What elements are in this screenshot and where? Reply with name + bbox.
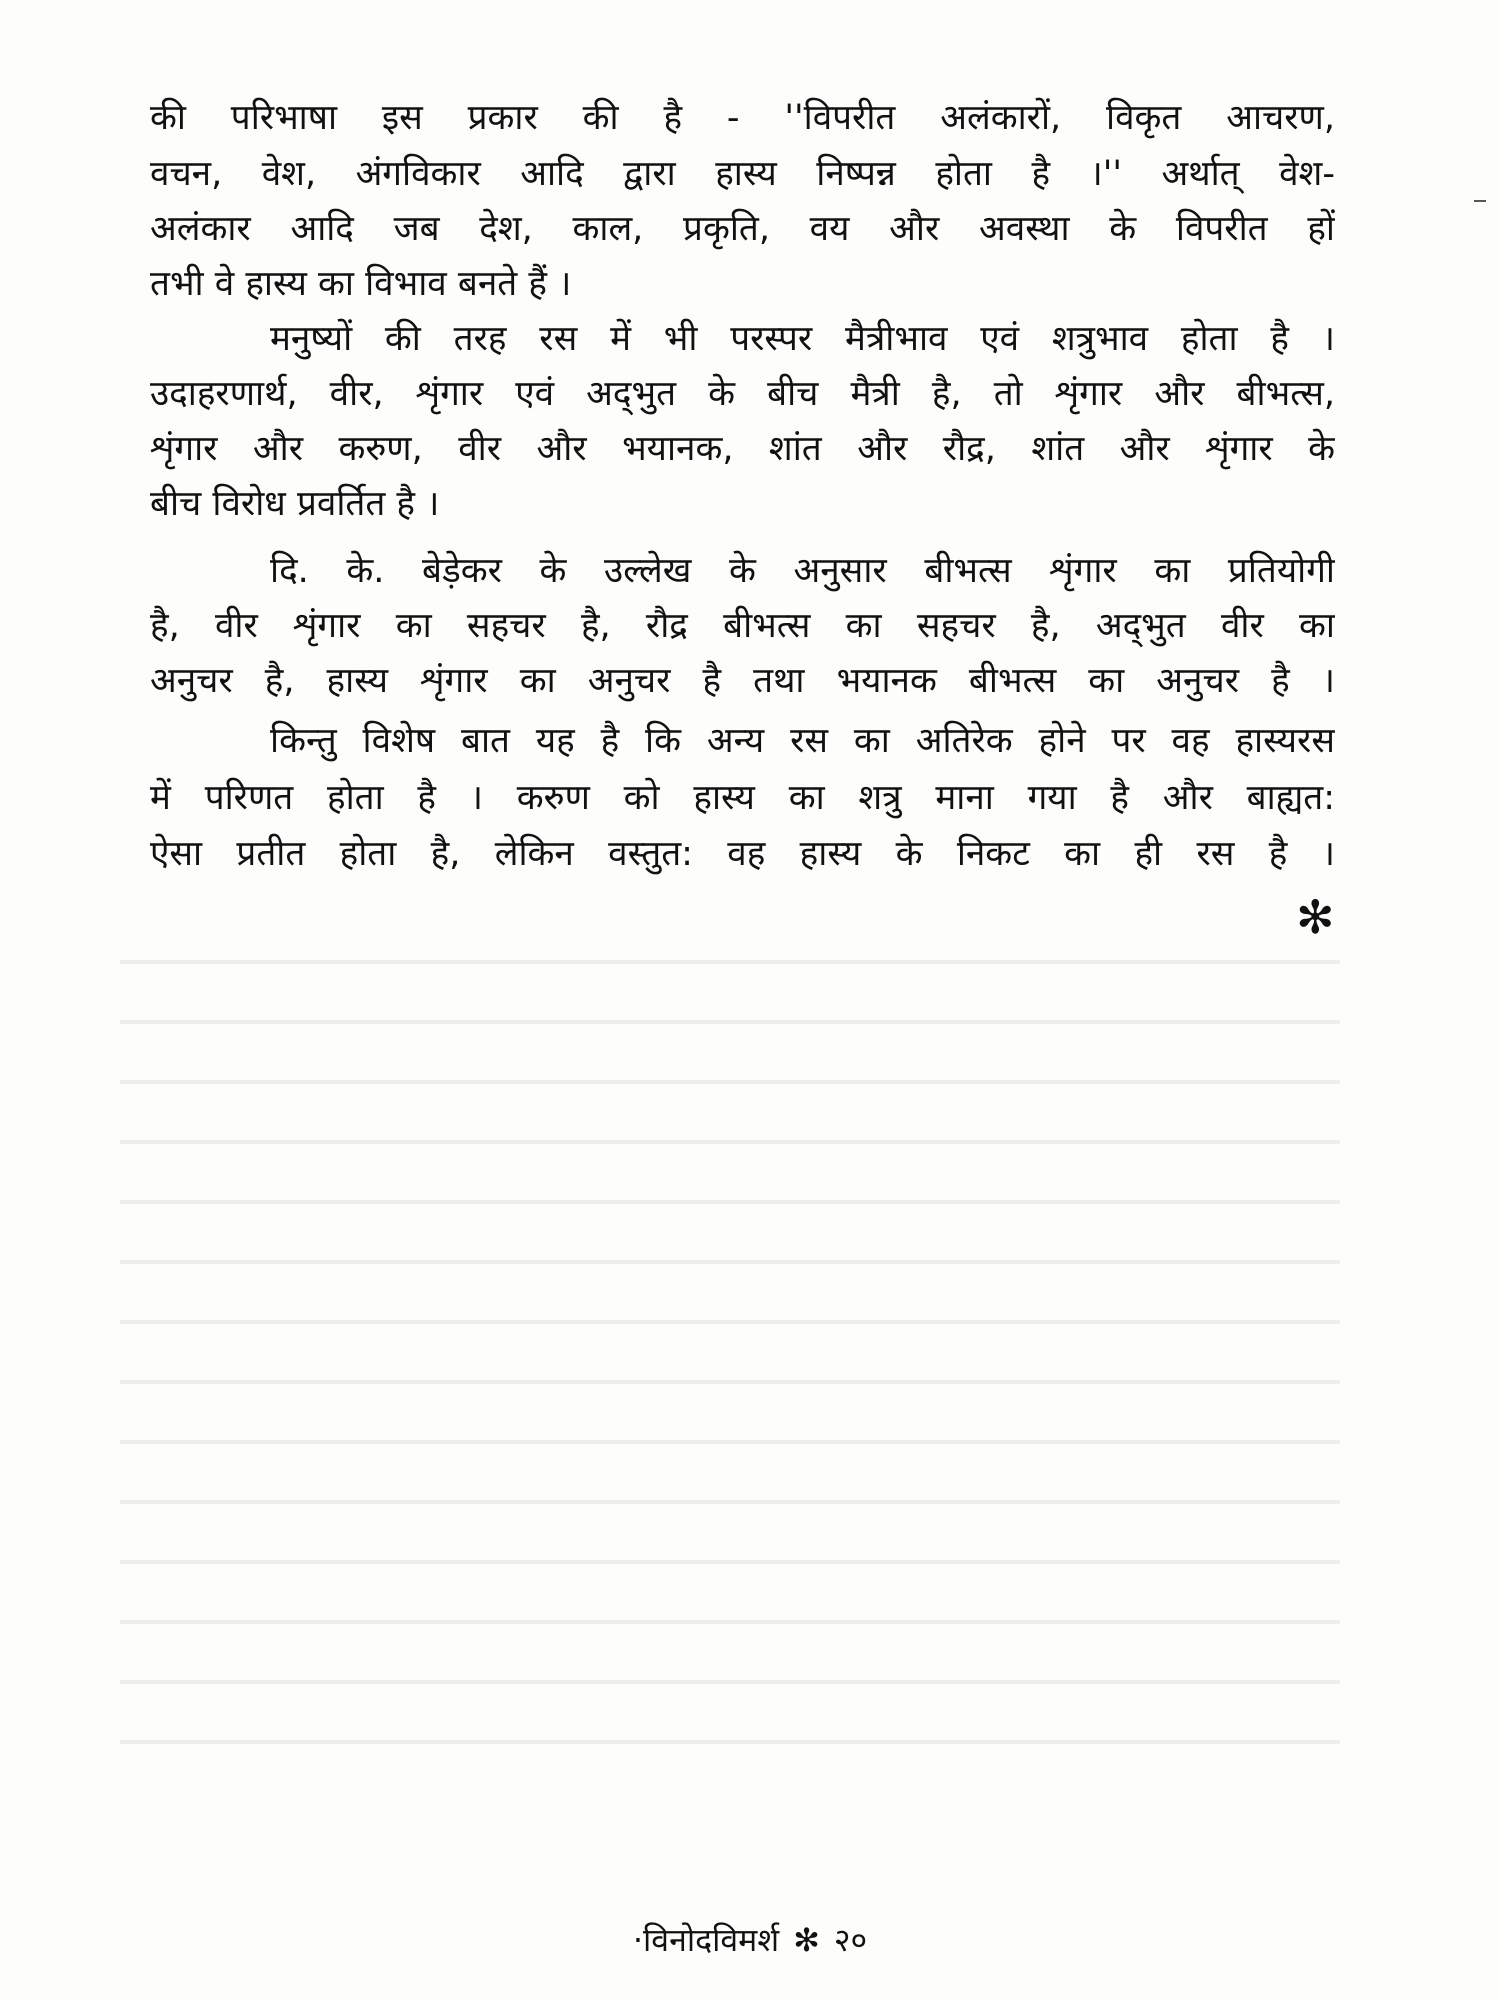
footer-book-title: ·विनोदविमर्श (632, 1921, 780, 1959)
text-line: बीच विरोध प्रवर्तित है । (150, 484, 440, 524)
text-line: दि. के. बेड़ेकर के उल्लेख के अनुसार बीभत्स शृंगार का प्रतियोगी (270, 551, 1335, 591)
text-line: शृंगार और करुण, वीर और भयानक, शांत और रौद्र, शांत और शृंगार के (150, 429, 1335, 469)
text-line: वचन, वेश, अंगविकार आदि द्वारा हास्य निष्पन्न होता है ।'' अर्थात् वेश- (150, 154, 1335, 194)
text-line: में परिणत होता है । करुण को हास्य का शत्रु माना गया है और बाह्यत: (150, 778, 1335, 818)
text-line: मनुष्यों की तरह रस में भी परस्पर मैत्रीभाव एवं शत्रुभाव होता है । (270, 319, 1335, 359)
text-line: अलंकार आदि जब देश, काल, प्रकृति, वय और अवस्था के विपरीत हों (150, 209, 1335, 249)
text-line: किन्तु विशेष बात यह है कि अन्य रस का अतिरेक होने पर वह हास्यरस (270, 721, 1335, 761)
page-footer (0, 1918, 1500, 1962)
text-line: उदाहरणार्थ, वीर, शृंगार एवं अद्‌भुत के बीच मैत्री है, तो शृंगार और बीभत्स, (150, 374, 1335, 414)
footer-separator: ✻ (793, 1921, 820, 1959)
section-end-asterisk: ✻ (1296, 890, 1335, 944)
text-line: की परिभाषा इस प्रकार की है - ''विपरीत अलंकारों, विकृत आचरण, (150, 98, 1335, 138)
page-edge-mark (1474, 200, 1486, 202)
show-through-text (120, 940, 1340, 1800)
text-line: तभी वे हास्य का विभाव बनते हैं । (150, 264, 572, 304)
text-line: है, वीर शृंगार का सहचर है, रौद्र बीभत्स का सहचर है, अद्‌भुत वीर का (150, 606, 1335, 646)
text-line: अनुचर है, हास्य शृंगार का अनुचर है तथा भयानक बीभत्स का अनुचर है । (150, 661, 1335, 701)
text-line: ऐसा प्रतीत होता है, लेकिन वस्तुत: वह हास्य के निकट का ही रस है । (150, 834, 1335, 874)
page-number: २० (833, 1921, 868, 1959)
